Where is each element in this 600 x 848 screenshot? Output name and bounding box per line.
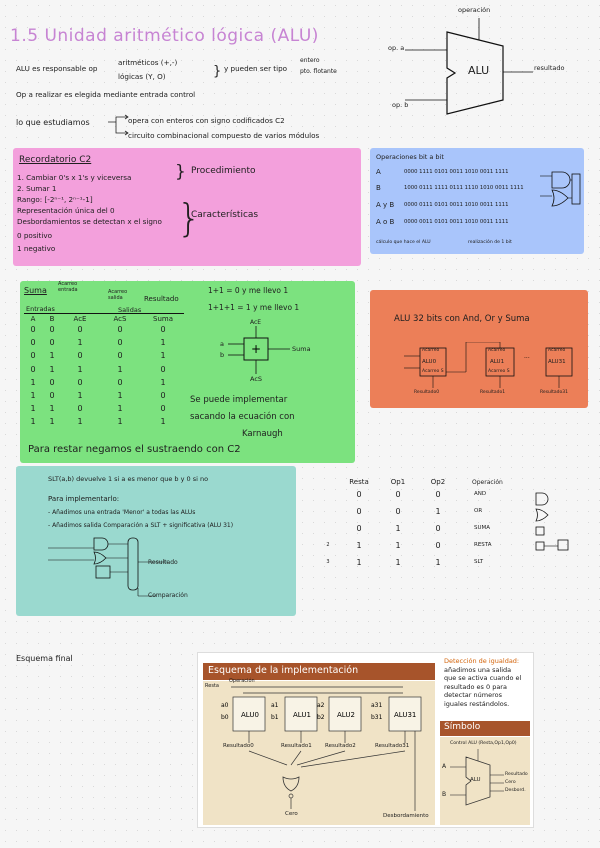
table-cell: 0 — [395, 507, 401, 516]
impl-resultado: Resultado0 — [223, 743, 254, 749]
table-cell: 1 — [395, 558, 401, 567]
simbolo-panel — [440, 737, 530, 825]
slt-line1: SLT(a,b) devuelve 1 si a es menor que b y 0 si no — [48, 475, 209, 483]
suma-rule2: 1+1+1 = 1 y me llevo 1 — [208, 303, 300, 312]
alu32-label: ALU31 — [548, 359, 566, 365]
fa-suma-label: Suma — [292, 345, 311, 353]
impl-cero: Cero — [285, 811, 298, 817]
row-prefix — [320, 520, 336, 537]
svg-text:b31: b31 — [371, 714, 383, 721]
alu-diagram — [385, 4, 585, 120]
simbolo-b: B — [442, 791, 447, 798]
op-row-bits: 1000 0111 1111 0111 1110 1010 0011 1111 — [404, 185, 524, 191]
slt-line3: - Añadimos una entrada 'Menor' a todas las ALUs — [48, 509, 196, 516]
detection-line: detectar números — [444, 691, 502, 699]
full-adder-diagram — [216, 316, 356, 388]
table-cell: OR — [474, 508, 483, 514]
table-cell: 1 — [117, 404, 123, 414]
simbolo-control: Control ALU (Resta,Op1,Op0) — [450, 741, 517, 746]
suma-caption3: Karnaugh — [242, 429, 283, 439]
table-cell: 1 — [49, 351, 55, 361]
type-int: entero — [300, 57, 320, 64]
svg-text:b2: b2 — [317, 714, 325, 721]
table-cell: 0 — [435, 490, 441, 499]
detection-note — [444, 657, 532, 708]
recordatorio-item: 1. Cambiar 0's x 1's y viceversa — [17, 173, 132, 182]
svg-text:b1: b1 — [271, 714, 279, 721]
svg-text:a2: a2 — [317, 702, 325, 709]
table-cell: 1 — [117, 417, 123, 427]
table-cell: 1 — [117, 364, 123, 374]
alu32-title: ALU 32 bits con And, Or y Suma — [394, 314, 530, 324]
table-cell: 1 — [160, 377, 166, 387]
table-cell: 1 — [435, 507, 441, 516]
op-row-bits: 0000 0011 0101 0011 1010 0011 1111 — [404, 219, 509, 225]
table-cell: 1 — [77, 417, 83, 427]
op-row-label: A o B — [376, 218, 395, 226]
svg-text:a31: a31 — [371, 702, 383, 709]
fa-a-label: a — [220, 340, 224, 348]
table-cell: 1 — [160, 417, 166, 427]
svg-text:ALU0: ALU0 — [241, 711, 259, 719]
brace: } — [213, 64, 222, 79]
svg-text:a1: a1 — [271, 702, 279, 709]
operaciones-note-right: realización de 1 bit — [468, 240, 512, 245]
row-prefix: 2 — [326, 542, 330, 548]
detection-line: iguales restándolos. — [444, 699, 510, 708]
recordatorio-title: Recordatorio C2 — [19, 155, 92, 165]
table-cell: 1 — [356, 558, 362, 567]
table-cell: 0 — [117, 338, 123, 348]
table-row — [24, 349, 184, 362]
table-header-row — [24, 315, 184, 323]
table-cell: SUMA — [474, 525, 491, 531]
alu32-label: ALU0 — [422, 359, 437, 365]
table-cell: 1 — [395, 524, 401, 533]
table-cell: AND — [474, 491, 487, 497]
suma-acarreo-salida: Acarreo salida — [108, 289, 128, 301]
fa-ace-label: AcE — [250, 319, 262, 326]
table-row — [24, 363, 184, 376]
table-cell: SLT — [474, 559, 484, 565]
svg-text:···: ··· — [524, 355, 530, 362]
studied-a: opera con enteros con signo codificados C2 — [128, 116, 285, 125]
table-cell: 1 — [49, 417, 55, 427]
arrow-split-icon — [108, 114, 130, 138]
impl-resultado: Resultado2 — [325, 743, 356, 749]
slt-resultado-label: Resultado — [148, 559, 178, 566]
fa-b-label: b — [220, 351, 225, 359]
col-suma: Suma — [153, 315, 173, 323]
table-row — [24, 323, 184, 336]
table-cell: 1 — [435, 558, 441, 567]
alu32-label: Acarreo — [548, 348, 566, 353]
impl-desbordamiento: Desbordamiento — [383, 813, 429, 819]
table-cell: 0 — [117, 377, 123, 387]
op-row-label: B — [376, 184, 381, 192]
col-operacion: Operación — [472, 478, 503, 486]
table-row — [24, 389, 184, 402]
alu32-label: Resultado31 — [540, 390, 568, 395]
op-row-bits: 0000 1111 0101 0011 1010 0011 1111 — [404, 169, 509, 175]
col-b: B — [49, 315, 55, 323]
alu-types: y pueden ser tipo — [224, 64, 288, 73]
detection-line: añadimos una salida — [444, 665, 512, 674]
table-cell: 1 — [30, 404, 36, 414]
truth-table-gates — [532, 491, 572, 575]
alu32-label: ALU1 — [490, 359, 505, 365]
col-acs: AcS — [113, 315, 127, 323]
op-row-bits: 0000 0111 0101 0011 1010 0011 1111 — [404, 202, 509, 208]
operaciones-note-left: cálculo que hace el ALU — [376, 240, 431, 245]
impl-operacion: Operación — [229, 678, 255, 684]
alu-center-label: ALU — [468, 64, 490, 77]
table-cell: 1 — [395, 541, 401, 550]
slt-line2: Para implementarlo: — [48, 495, 120, 503]
recordatorio-item: Rango: [-2ⁿ⁻¹, 2ⁿ⁻¹-1] — [17, 195, 93, 204]
alu32-label: Resultado0 — [414, 390, 440, 395]
table-cell: 1 — [49, 404, 55, 414]
slt-panel — [16, 466, 296, 616]
table-cell: 0 — [30, 364, 36, 374]
table-cell: 1 — [77, 391, 83, 401]
alu-operacion-label: operación — [458, 6, 491, 14]
row-prefix: 3 — [326, 559, 330, 565]
svg-text:a0: a0 — [221, 702, 229, 709]
impl-resta: Resta — [205, 683, 219, 689]
simbolo-desbord: Desbord. — [505, 788, 526, 793]
col-op1: Op1 — [390, 478, 406, 486]
caracteristicas-label: Características — [191, 210, 259, 220]
table-cell: 1 — [30, 417, 36, 427]
table-cell: 1 — [160, 351, 166, 361]
suma-truth-table — [24, 315, 184, 429]
table-row — [24, 402, 184, 415]
simbolo-resultado: Resultado — [505, 772, 528, 777]
suma-caption2: sacando la ecuación con — [190, 412, 295, 422]
col-ace: AcE — [73, 315, 87, 323]
alu32-panel — [370, 290, 588, 408]
impl-resultado: Resultado1 — [281, 743, 312, 749]
table-cell: 1 — [30, 377, 36, 387]
procedimiento-label: Procedimiento — [191, 166, 256, 176]
alu-arith: aritméticos (+,-) — [118, 58, 178, 67]
table-cell: 0 — [49, 338, 55, 348]
op-row-label: A — [376, 168, 381, 176]
alu32-label: Resultado1 — [480, 390, 506, 395]
table-row — [24, 376, 184, 389]
alu-opa-label: op. a — [388, 44, 405, 52]
slt-comparacion-label: Comparación — [148, 592, 188, 599]
table-cell: 0 — [117, 351, 123, 361]
suma-caption1: Se puede implementar — [190, 395, 288, 405]
studied-prefix: lo que estudiamos — [16, 118, 90, 127]
table-cell: 0 — [30, 325, 36, 334]
table-cell: 0 — [77, 325, 83, 334]
gate-circuit-icon — [538, 166, 582, 212]
row-prefix — [320, 486, 336, 503]
esquema-label: Esquema final — [16, 654, 73, 663]
table-cell: 0 — [356, 490, 362, 499]
recordatorio-panel — [13, 148, 361, 266]
operaciones-title: Operaciones bit a bit — [376, 153, 444, 161]
simbolo-a: A — [442, 763, 447, 770]
detection-line: que se activa cuando el — [444, 674, 522, 682]
suma-rule1: 1+1 = 0 y me llevo 1 — [208, 286, 289, 295]
impl-resultado: Resultado31 — [375, 743, 410, 749]
alu-resultado-label: resultado — [534, 64, 565, 72]
suma-entradas-label: Entradas — [26, 305, 55, 313]
detection-title: Detección de igualdad: — [444, 657, 520, 665]
svg-text:ALU31: ALU31 — [394, 711, 417, 719]
recordatorio-item: Representación única del 0 — [17, 206, 115, 215]
table-cell: 0 — [49, 325, 55, 334]
suma-panel — [20, 281, 355, 463]
simbolo-alu: ALU — [470, 777, 481, 783]
table-cell: 0 — [356, 524, 362, 533]
table-cell: 0 — [49, 391, 55, 401]
col-a: A — [30, 315, 36, 323]
operaciones-panel — [370, 148, 584, 254]
suma-salidas-label: Salidas — [118, 306, 142, 314]
alu-definition — [16, 64, 97, 73]
suma-title: Suma — [24, 286, 47, 295]
slt-line4: - Añadimos salida Comparación a SLT + significativa (ALU 31) — [48, 522, 234, 529]
table-cell: 0 — [160, 404, 166, 414]
table-cell: 0 — [30, 338, 36, 348]
col-resta: Resta — [349, 478, 369, 486]
detection-line: resultado es 0 para — [444, 682, 507, 691]
recordatorio-item: 0 positivo — [17, 231, 53, 240]
svg-text:ALU1: ALU1 — [293, 711, 311, 719]
table-cell: 0 — [77, 377, 83, 387]
table-cell: 0 — [77, 404, 83, 414]
table-cell: 0 — [160, 391, 166, 401]
fa-acs-label: AcS — [250, 375, 263, 383]
table-cell: 1 — [117, 391, 123, 401]
alu-symbol-diagram — [440, 747, 530, 823]
alu-logic: lógicas (Y, O) — [118, 72, 166, 81]
table-cell: 1 — [49, 364, 55, 374]
recordatorio-item: 1 negativo — [17, 244, 56, 253]
table-cell: RESTA — [474, 542, 492, 548]
table-cell: 0 — [49, 377, 55, 387]
table-cell: 1 — [30, 391, 36, 401]
recordatorio-item: 2. Sumar 1 — [17, 184, 57, 193]
page-title: 1.5 Unidad aritmético lógica (ALU) — [10, 26, 319, 46]
table-cell: 0 — [160, 325, 166, 334]
suma-acarreo-entrada: Acarreo entrada — [58, 281, 78, 293]
brace: } — [177, 196, 202, 240]
svg-text:ALU2: ALU2 — [337, 711, 355, 719]
table-cell: 0 — [77, 351, 83, 361]
alu32-label: Acarreo — [422, 348, 440, 353]
table-cell: 0 — [160, 364, 166, 374]
alu32-label: Acarreo — [488, 348, 506, 353]
impl-panel — [203, 678, 435, 825]
table-row — [24, 336, 184, 349]
table-row — [24, 415, 184, 428]
impl-title: Esquema de la implementación — [203, 663, 435, 680]
svg-text:+: + — [251, 342, 262, 356]
alu32-label: Acarreo S — [488, 369, 510, 374]
simbolo-title: Símbolo — [440, 721, 530, 736]
table-cell: 0 — [435, 524, 441, 533]
implementation-figure — [197, 652, 534, 828]
alu32-label: Acarreo S — [422, 369, 444, 374]
table-cell: 0 — [435, 541, 441, 550]
table-rule — [24, 313, 184, 314]
table-cell: 0 — [117, 325, 123, 334]
alu-def-prefix: ALU es responsable op — [16, 64, 98, 73]
col-op2: Op2 — [430, 478, 446, 486]
row-prefix — [320, 503, 336, 520]
table-cell: 1 — [356, 541, 362, 550]
suma-resultado-label: Resultado — [144, 295, 179, 303]
svg-text:b0: b0 — [221, 714, 229, 721]
brace: } — [175, 162, 186, 182]
suma-restar: Para restar negamos el sustraendo con C2 — [28, 444, 241, 455]
studied-b: circuito combinacional compuesto de varios módulos — [128, 131, 320, 140]
table-cell: 1 — [77, 338, 83, 348]
table-cell: 1 — [160, 338, 166, 348]
table-cell: 1 — [77, 364, 83, 374]
table-cell: 0 — [356, 507, 362, 516]
type-float: pto. flotante — [300, 68, 337, 75]
alu-opb-label: op. b — [392, 101, 409, 109]
recordatorio-item: Desbordamientos se detectan x el signo — [17, 217, 162, 226]
alu-chain-diagram — [203, 681, 435, 825]
table-cell: 0 — [395, 490, 401, 499]
op-row-label: A y B — [376, 201, 395, 209]
simbolo-cero: Cero — [505, 780, 516, 785]
table-cell: 0 — [30, 351, 36, 361]
op-selection: Op a realizar es elegida mediante entrada control — [16, 90, 196, 99]
